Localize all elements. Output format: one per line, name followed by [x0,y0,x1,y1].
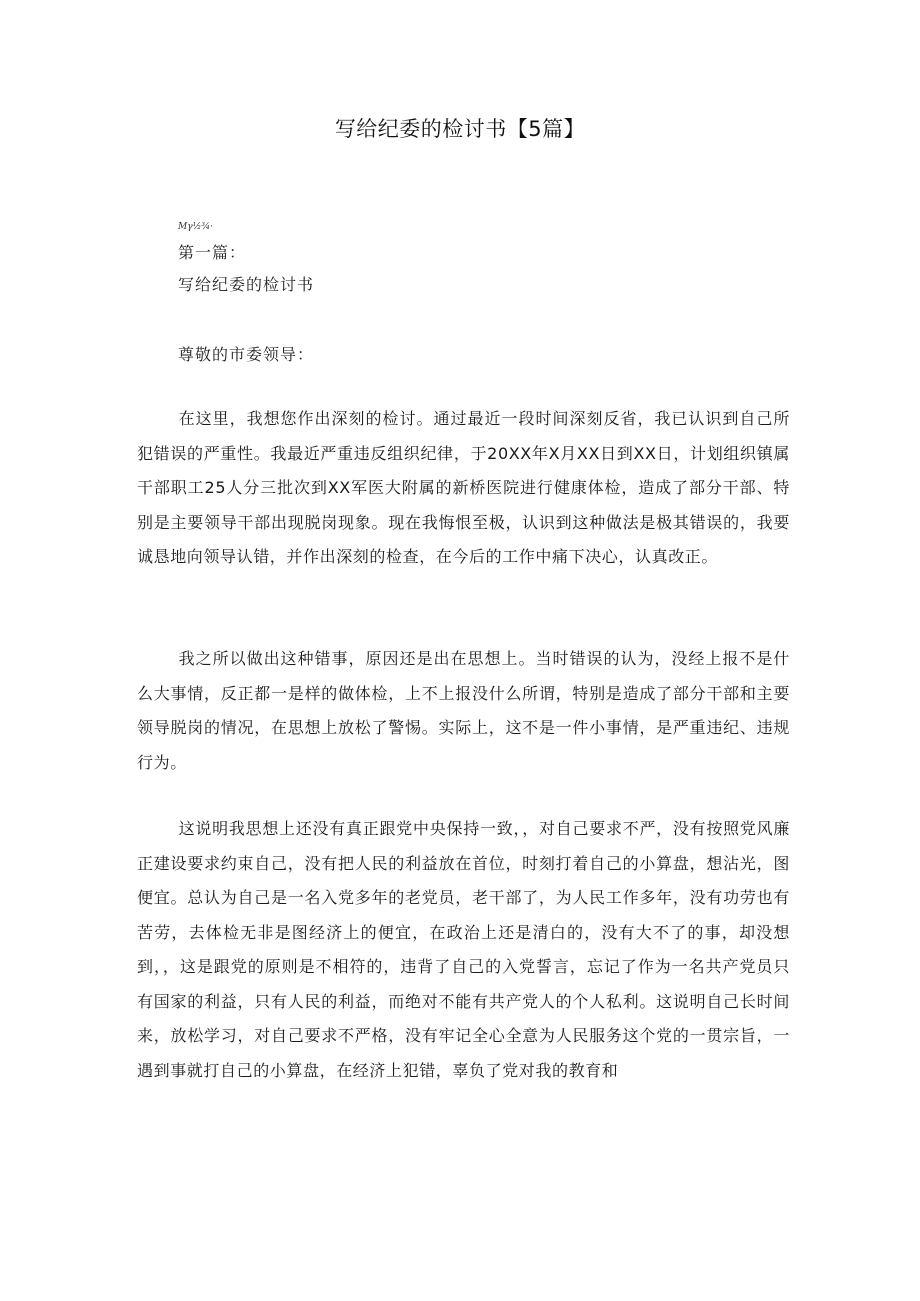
salutation: 尊敬的市委领导： [178,345,315,364]
paragraph-2: 我之所以做出这种错事，原因还是出在思想上。当时错误的认为，没经上报不是什么大事情，反正都一是样的做体检，上不上报没什么所谓，特别是造成了部分干部和主要领导脱岗的情况，在思想上放松了警惕。实际上，这不是一件小事情，是严重违纪、违规行为。 [137,649,790,772]
document-title: 写给纪委的检讨书【5篇】 [334,117,586,141]
small-mark-text: Mγ½¾· [178,222,213,232]
paragraph-3: 这说明我思想上还没有真正跟党中央保持一致，，对自己要求不严，没有按照党风廉正建设要求约束自己，没有把人民的利益放在首位，时刻打着自己的小算盘，想沾光，图便宜。总认为自己是一名入党多年的老党员，老干部了，为人民工作多年，没有功劳也有苦劳，去体检无非是图经济上的便宜，在政治上还是清白的，没有大不了的事，却没想到，，这是跟党的原则是不相符的，违背了自己的入党誓言，忘记了作为一名共产党员只有国家的利益，只有人民的利益，而绝对不能有共产党人的个人私利。这说明自己长时间来，放松学习，对自己要求不严格，没有牢记全心全意为人民服务这个党的一贯宗旨，一遇到事就打自己的小算盘，在经济上犯错，辜负了党对我的教育和 [137,819,790,1080]
section-label: 第一篇： [178,243,247,262]
paragraph-1: 在这里，我想您作出深刻的检讨。通过最近一段时间深刻反省，我已认识到自己所犯错误的严重性。我最近严重违反组织纪律，于20XX年X月XX日到XX日，计划组织镇属干部职工25人分三批次到XX军医大附属的新桥医院进行健康体检，造成了部分干部、特别是主要领导干部出现脱岗现象。现在我悔恨至极，认识到这种做法是极其错误的，我要诚恳地向领导认错，并作出深刻的检查，在今后的工作中痛下决心，认真改正。 [137,409,790,566]
section-title: 写给纪委的检讨书 [178,275,315,294]
